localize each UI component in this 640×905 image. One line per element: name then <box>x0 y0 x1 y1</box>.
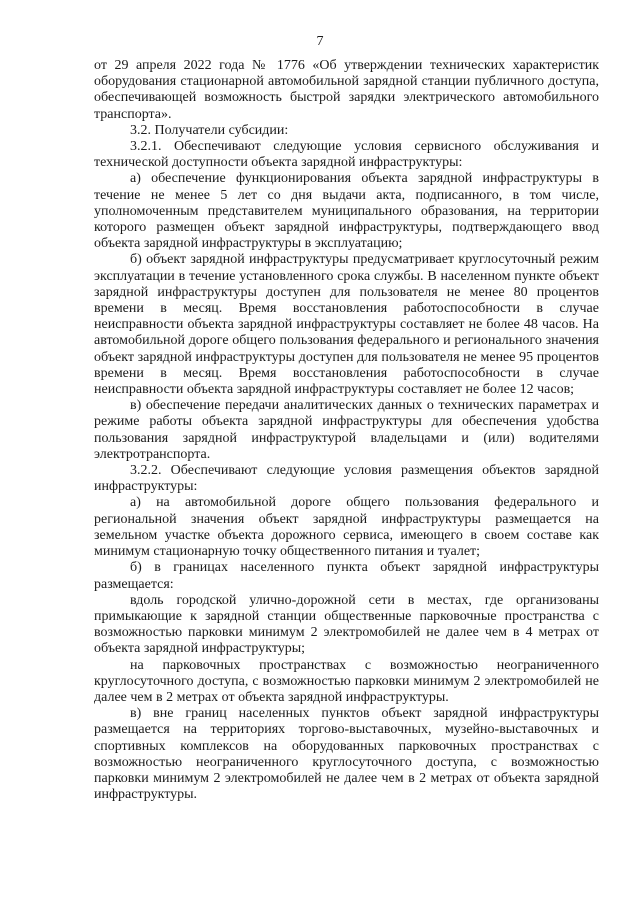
clause-3-2-1-v: в) обеспечение передачи аналитических данных о технических параметрах и режиме работы объекта зарядной инфраструктуры для обеспечения удобства пользования зарядной инфраструктурой владельцами и (или) водителями электротранспорта. <box>94 398 599 462</box>
clause-3-2-2: 3.2.2. Обеспечивают следующие условия размещения объектов зарядной инфраструктуры: <box>94 463 599 495</box>
clause-3-2-2-v: в) вне границ населенных пунктов объект зарядной инфраструктуры размещается на территориях торгово-выставочных, музейно-выставочных и спортивных комплексов на оборудованных парковочных пространствах с возможностью неограниченного круглосуточного доступа, с возможностью парковки минимум 2 электромобилей не далее чем в 2 метрах от объекта зарядной инфраструктуры. <box>94 706 599 803</box>
clause-3-2-1: 3.2.1. Обеспечивают следующие условия сервисного обслуживания и технической доступности объекта зарядной инфраструктуры: <box>94 139 599 171</box>
document-body <box>94 58 599 803</box>
section-heading-3-2: 3.2. Получатели субсидии: <box>130 122 289 138</box>
clause-3-2-1-b: б) объект зарядной инфраструктуры предусматривает круглосуточный режим эксплуатации в течение установленного срока службы. В населенном пункте объект зарядной инфраструктуры доступен для пользователя не менее 80 процентов времени в месяц. Время восстановления работоспособности в случае неисправности объекта зарядной инфраструктуры составляет не более 48 часов. На автомобильной дороге общего пользования федерального и регионального значения объект зарядной инфраструктуры доступен для пользователя не менее 95 процентов времени в месяц. Время восстановления работоспособности в случае неисправности объекта зарядной инфраструктуры составляет не более 12 часов; <box>94 252 599 398</box>
clause-3-2-2-b: б) в границах населенного пункта объект зарядной инфраструктуры размещается: <box>94 560 599 592</box>
page-number: 7 <box>316 34 324 49</box>
clause-3-2-2-a: а) на автомобильной дороге общего пользования федерального и региональной значения объект зарядной инфраструктуры размещается на земельном участке объекта дорожного сервиса, имеющего в своем составе как минимум стационарную точку общественного питания и туалет; <box>94 495 599 560</box>
clause-3-2-2-b-item-1: вдоль городской улично-дорожной сети в местах, где организованы примыкающие к зарядной станции общественные парковочные пространства с возможностью парковки минимум 2 электромобилей не далее чем в 4 метрах от объекта зарядной инфраструктуры; <box>94 592 599 657</box>
clause-3-2-1-a: а) обеспечение функционирования объекта зарядной инфраструктуры в течение не менее 5 лет со дня выдачи акта, подписанного, в том числе, уполномоченным представителем муниципального образования, на территории которого размещен объект зарядной инфраструктуры, подтверждающего ввод объекта зарядной инфраструктуры в эксплуатацию; <box>94 171 599 252</box>
clause-3-2-2-b-item-2: на парковочных пространствах с возможностью неограниченного круглосуточного доступа, с возможностью парковки минимум 2 электромобилей не далее чем в 2 метрах от объекта зарядной инфраструктуры. <box>94 657 599 705</box>
paragraph-continuation: от 29 апреля 2022 года № 1776 «Об утверждении технических характеристик оборудования стационарной автомобильной зарядной станции публичного доступа, обеспечивающей возможность быстрой зарядки электрического автомобильного транспорта». <box>94 58 599 122</box>
